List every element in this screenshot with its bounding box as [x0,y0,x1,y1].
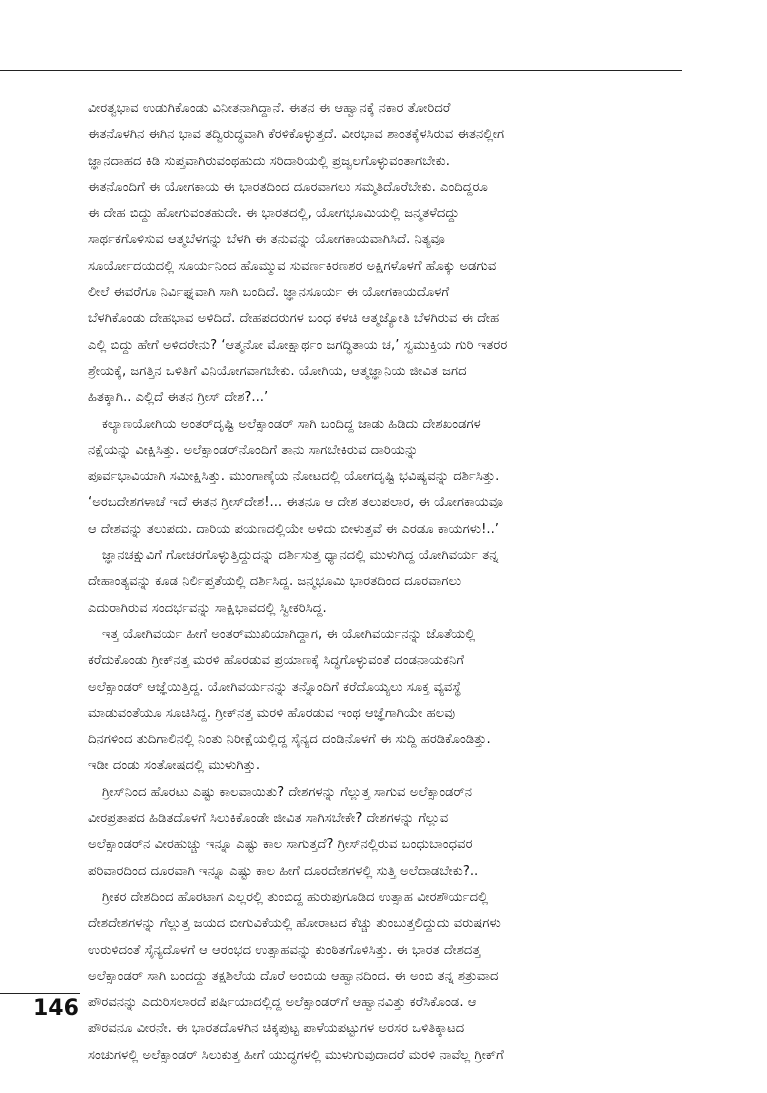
text-line: ಪೌರವನನ್ನು ಎದುರಿಸಲಾರದೆ ಪರ್ಷಿಯಾದಲ್ಲಿದ್ದ ಅಲೆಕ್ಸಾಂಡರ್‌ಗೆ ಆಹ್ವಾನವಿತ್ತು ಕರೆಸಿಕೊಂಡ. ಆ [88,995,477,1011]
text-line: ಅಲೆಕ್ಸಾಂಡರ್ ಸಾಗಿ ಬಂದದ್ದು ತಕ್ಷಶಿಲೆಯ ದೊರೆ ಅಂಬಿಯ ಆಹ್ವಾನದಿಂದ. ಈ ಅಂಬಿ ತನ್ನ ಶತ್ರುವಾದ [88,968,499,984]
text-line: ವೀರತ್ವಭಾವ ಉಡುಗಿಕೊಂಡು ವಿನೀತನಾಗಿದ್ದಾನೆ. ಈತನ ಈ ಆಹ್ವಾನಕ್ಕೆ ನಕಾರ ತೋರಿದರೆ [88,101,451,116]
text-line: ಸಾರ್ಥಕಗೊಳಿಸುವ ಆತ್ಮಬೆಳಗನ್ನು ಬೆಳಗಿ ಈ ತನುವನ್ನು ಯೋಗಕಾಯವಾಗಿಸಿದೆ. ನಿತ್ಯವೂ [88,232,445,248]
text-line: ಸೂರ್ಯೋದಯದಲ್ಲಿ ಸೂರ್ಯನಿಂದ ಹೊಮ್ಮುವ ಸುವರ್ಣಕಿರಣಶರ ಅಕ್ಷಿಗಳೊಳಗೆ ಹೊಕ್ಕು ಅಡಗುವ [88,258,497,274]
text-line: ಇತ್ತ ಯೋಗಿವರ್ಯ ಹೀಗೆ ಅಂತರ್‌ಮುಖಿಯಾಗಿದ್ದಾಗ, ಈ ಯೋಗಿವರ್ಯನನ್ನು ಜೊತೆಯಲ್ಲಿ [102,626,476,642]
page-number: 146 [33,996,79,1021]
text-line: ಪೂರ್ವಭಾವಿಯಾಗಿ ಸಮೀಕ್ಷಿಸಿತ್ತು. ಮುಂಗಾಣ್ಕೆಯ ನೋಟದಲ್ಲಿ ಯೋಗದೃಷ್ಟಿ ಭವಿಷ್ಯವನ್ನು ದರ್ಶಿಸಿತ್ತು. [88,469,500,485]
text-line: ಈ ದೇಹ ಬಿದ್ದು ಹೋಗುವಂತಹುದೇ. ಈ ಭಾರತದಲ್ಲಿ, ಯೋಗಭೂಮಿಯಲ್ಲಿ ಜನ್ಮತಳೆದದ್ದು [88,206,460,222]
text-line: ಅಲೆಕ್ಸಾಂಡರ್ ಆಜ್ಞೆಯಿತ್ತಿದ್ದ. ಯೋಗಿವರ್ಯನನ್ನು ತನ್ನೊಂದಿಗೆ ಕರೆದೊಯ್ಯಲು ಸೂಕ್ತ ವ್ಯವಸ್ಥೆ [88,679,462,695]
text-line: ಶ್ರೇಯಕ್ಕೆ, ಜಗತ್ತಿನ ಒಳಿತಿಗೆ ವಿನಿಯೋಗವಾಗಬೇಕು. ಯೋಗಿಯ, ಆತ್ಮಜ್ಞಾನಿಯ ಜೀವಿತ ಜಗದ [88,363,467,379]
text-line: ಜ್ಞಾನದಾಹದ ಕಿಡಿ ಸುಪ್ತವಾಗಿರುವಂಥಹುದು ಸರಿದಾರಿಯಲ್ಲಿ ಪ್ರಜ್ವಲಗೊಳ್ಳುವಂತಾಗಬೇಕು. [88,153,450,169]
text-line: ದೇಹಾಂತ್ಯವನ್ನು ಕೂಡ ನಿರ್ಲಿಪ್ತತೆಯಲ್ಲಿ ದರ್ಶಿಸಿದ್ದ. ಜನ್ಮಭೂಮಿ ಭಾರತದಿಂದ ದೂರವಾಗಲು [88,574,462,590]
text-line: ಪೌರವನೂ ವೀರನೇ. ಈ ಭಾರತದೊಳಗಿನ ಚಿಕ್ಕಪುಟ್ಟ ಪಾಳೆಯಪಟ್ಟುಗಳ ಅರಸರ ಒಳಿತಿಕ್ಕಾಟದ [88,1021,465,1037]
text-line: ಇಡೀ ದಂಡು ಸಂತೋಷದಲ್ಲಿ ಮುಳುಗಿತ್ತು. [88,758,261,774]
text-line: ಗ್ರೀಸ್‌ನಿಂದ ಹೊರಟು ಎಷ್ಟು ಕಾಲವಾಯಿತು? ದೇಶಗಳನ್ನು ಗೆಲ್ಲುತ್ತ ಸಾಗುವ ಅಲೆಕ್ಸಾಂಡರ್‌ನ [102,784,473,800]
text-line: ಉರುಳಿದಂತೆ ಸೈನ್ಯದೊಳಗೆ ಆ ಆರಂಭದ ಉತ್ಸಾಹವನ್ನು ಕುಂಠಿತಗೊಳಿಸಿತ್ತು. ಈ ಭಾರತ ದೇಶದತ್ತ [88,942,481,958]
text-line: ಬೆಳಗಿಕೊಂಡು ದೇಹಭಾವ ಅಳಿದಿದೆ. ದೇಹಪದರುಗಳ ಬಂಧ ಕಳಚಿ ಆತ್ಮಜ್ಯೋತಿ ಬೆಳಗಿರುವ ಈ ದೇಹ [88,311,500,327]
text-line: ಕರೆದುಕೊಂಡು ಗ್ರೀಕ್‌ನತ್ತ ಮರಳಿ ಹೊರಡುವ ಪ್ರಯಾಣಕ್ಕೆ ಸಿದ್ಧಗೊಳ್ಳುವಂತೆ ದಂಡನಾಯಕನಿಗೆ [88,653,465,669]
text-line: ಲೀಲೆ ಈವರೆಗೂ ನಿರ್ವಿಘ್ನವಾಗಿ ಸಾಗಿ ಬಂದಿದೆ. ಜ್ಞಾನಸೂರ್ಯ ಈ ಯೋಗಕಾಯದೊಳಗೆ [88,285,450,301]
text-line: ‘ಅರಬದೇಶಗಳಾಚೆ ಇದೆ ಈತನ ಗ್ರೀಸ್‌ದೇಶ!... ಈತನೂ ಆ ದೇಶ ತಲುಪಲಾರ, ಈ ಯೋಗಕಾಯವೂ [88,495,504,511]
text-line: ಈತನೊಳಗಿನ ಈಗಿನ ಭಾವ ತದ್ವಿರುದ್ಧವಾಗಿ ಕೆರಳಿಕೊಳ್ಳುತ್ತದೆ. ವೀರಭಾವ ಶಾಂತಕ್ಕೆಳಸಿರುವ ಈತನಲ್ಲೀಗ [88,127,505,143]
text-line: ವೀರಪ್ರತಾಪದ ಹಿಡಿತದೊಳಗೆ ಸಿಲುಕಿಕೊಂಡೇ ಜೀವಿತ ಸಾಗಿಸಬೇಕೇ? ದೇಶಗಳನ್ನು ಗೆಲ್ಲುವ [88,811,449,827]
body-text [88,96,682,1069]
text-line: ಜ್ಞಾನಚಕ್ಷುವಿಗೆ ಗೋಚರಗೊಳ್ಳುತ್ತಿದ್ದುದನ್ನು ದರ್ಶಿಸುತ್ತ ಧ್ಯಾನದಲ್ಲಿ ಮುಳುಗಿದ್ದ ಯೋಗಿವರ್ಯ ತನ್ನ [102,548,499,564]
text-line: ಅಲೆಕ್ಸಾಂಡರ್‌ನ ವೀರಹುಚ್ಚು ಇನ್ನೂ ಎಷ್ಟು ಕಾಲ ಸಾಗುತ್ತದೆ? ಗ್ರೀಸ್‌ನಲ್ಲಿರುವ ಬಂಧುಬಾಂಧವರ [88,837,473,853]
text-line: ಹಿತಕ್ಕಾಗಿ.. ಎಲ್ಲಿದೆ ಈತನ ಗ್ರೀಸ್ ದೇಶ?...’ [88,390,269,406]
text-line: ಆ ದೇಶವನ್ನು ತಲುಪದು. ದಾರಿಯ ಪಯಣದಲ್ಲಿಯೇ ಅಳಿದು ಬೀಳುತ್ತವೆ ಈ ಎರಡೂ ಕಾಯಗಳು!..’ [88,521,499,537]
text-line: ಸಂಚುಗಳಲ್ಲಿ ಅಲೆಕ್ಸಾಂಡರ್ ಸಿಲುಕುತ್ತ ಹೀಗೆ ಯುದ್ಧಗಳಲ್ಲಿ ಮುಳುಗುವುದಾದರೆ ಮರಳಿ ನಾವೆಲ್ಲ ಗ್ರೀಕ್‌ಗೆ [88,1047,504,1063]
text-line: ಕಲ್ಯಾಣಯೋಗಿಯ ಅಂತರ್‌ದೃಷ್ಟಿ ಅಲೆಕ್ಸಾಂಡರ್ ಸಾಗಿ ಬಂದಿದ್ದ ಜಾಡು ಹಿಡಿದು ದೇಶಖಂಡಗಳ [102,416,481,432]
text-line: ಎಲ್ಲಿ ಬಿದ್ದು ಹೇಗೆ ಅಳಿದರೇನು? ‘ಆತ್ಮನೋ ಮೋಕ್ಷಾರ್ಥಂ ಜಗದ್ಧಿತಾಯ ಚ,’ ಸ್ವಮುಕ್ತಿಯ ಗುರಿ ಇತರರ [88,337,508,353]
text-line: ದಿನಗಳಿಂದ ತುದಿಗಾಲಿನಲ್ಲಿ ನಿಂತು ನಿರೀಕ್ಷೆಯಲ್ಲಿದ್ದ ಸೈನ್ಯದ ದಂಡಿನೊಳಗೆ ಈ ಸುದ್ದಿ ಹರಡಿಕೊಂಡಿತ್ತು. [88,732,491,748]
text-line: ಗ್ರೀಕರ ದೇಶದಿಂದ ಹೊರಟಾಗ ಎಲ್ಲರಲ್ಲಿ ತುಂಬಿದ್ದ ಹುರುಪುಗೂಡಿದ ಉತ್ಸಾಹ ವೀರಶೌರ್ಯದಲ್ಲಿ [102,889,489,905]
footer-rule [0,993,80,994]
text-line: ದೇಶದೇಶಗಳನ್ನು ಗೆಲ್ಲುತ್ತ ಜಯದ ಬೀಗುವಿಕೆಯಲ್ಲಿ ಹೋರಾಟದ ಕೆಚ್ಚು ತುಂಬುತ್ತಲಿದ್ದುದು ವರುಷಗಳು [88,916,501,932]
text-line: ಈತನೊಂದಿಗೆ ಈ ಯೋಗಕಾಯ ಈ ಭಾರತದಿಂದ ದೂರವಾಗಲು ಸಮ್ಮತಿದೊರೆಬೇಕು. ಎಂದಿದ್ದರೂ [88,179,488,195]
top-rule [0,70,682,71]
text-line: ಪರಿವಾರದಿಂದ ದೂರವಾಗಿ ಇನ್ನೂ ಎಷ್ಟು ಕಾಲ ಹೀಗೆ ದೂರದೇಶಗಳಲ್ಲಿ ಸುತ್ತಿ ಅಲೆದಾಡಬೇಕು?.. [88,863,479,879]
text-line: ನಕ್ಷೆಯನ್ನು ವೀಕ್ಷಿಸಿತ್ತು. ಅಲೆಕ್ಸಾಂಡರ್‌ನೊಂದಿಗೆ ತಾನು ಸಾಗಬೇಕಿರುವ ದಾರಿಯನ್ನು [88,442,419,458]
text-line: ಎದುರಾಗಿರುವ ಸಂದರ್ಭವನ್ನು ಸಾಕ್ಷಿಭಾವದಲ್ಲಿ ಸ್ವೀಕರಿಸಿದ್ದ. [88,600,327,616]
text-line: ಮಾಡುವಂತೆಯೂ ಸೂಚಿಸಿದ್ದ. ಗ್ರೀಕ್‌ನತ್ತ ಮರಳಿ ಹೊರಡುವ ಇಂಥ ಆಜ್ಞೆಗಾಗಿಯೇ ಹಲವು [88,705,456,721]
